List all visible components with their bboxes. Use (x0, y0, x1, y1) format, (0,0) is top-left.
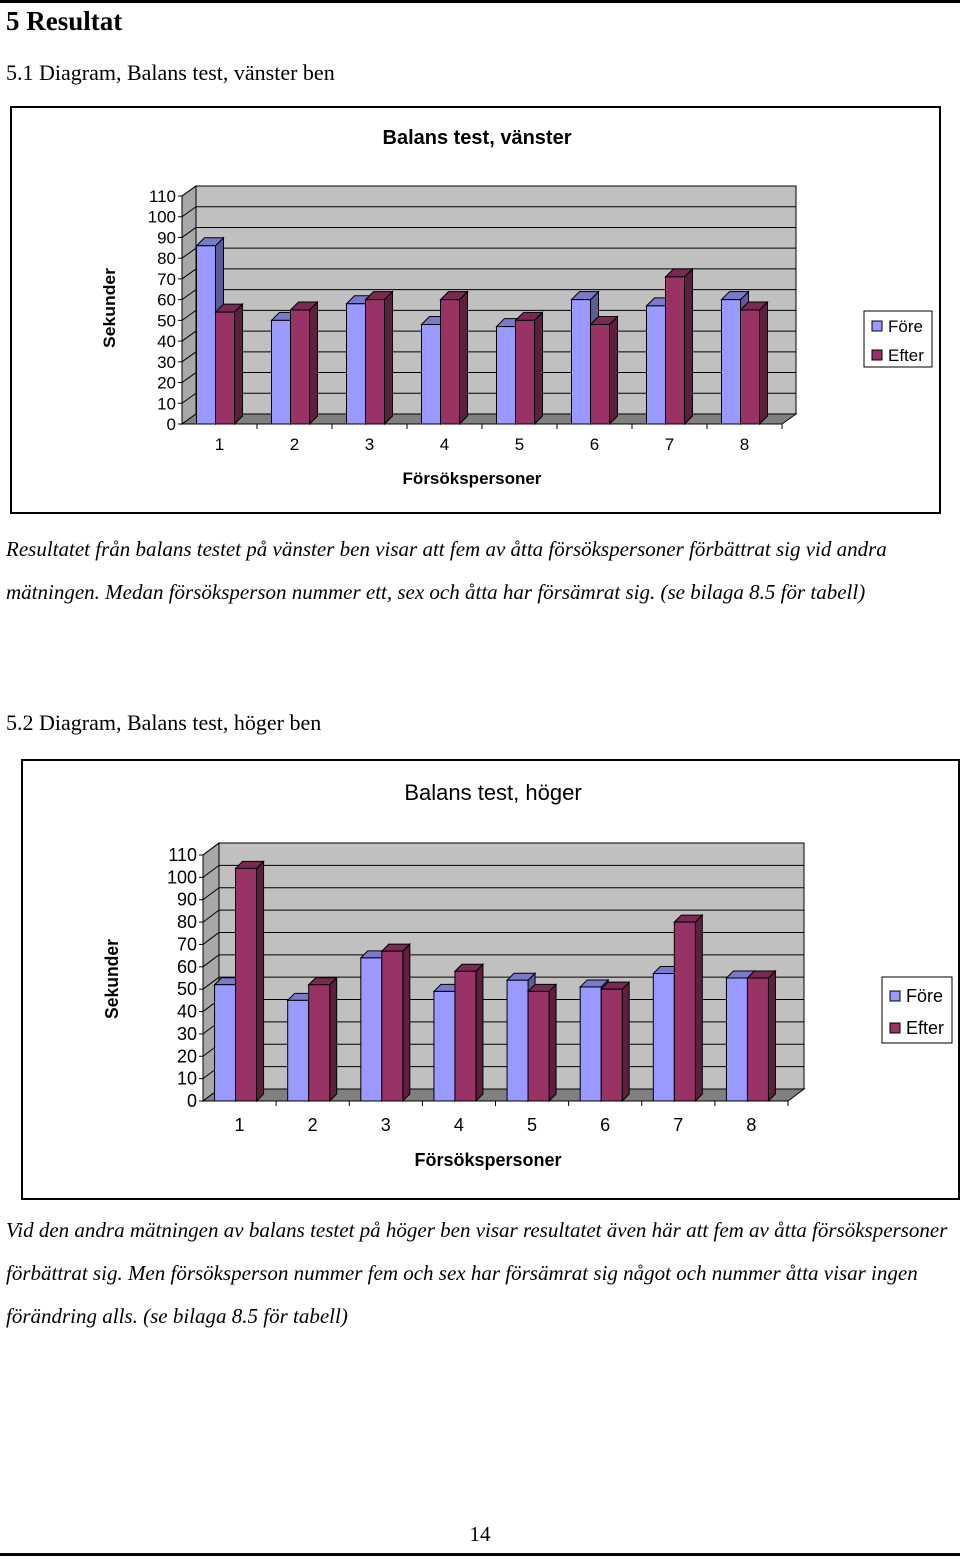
page-number: 14 (469, 1522, 491, 1546)
chart-bar-front (572, 300, 591, 424)
chart-bar-front (236, 868, 257, 1101)
chart-bar-front (747, 978, 768, 1101)
chart-y-tick-label: 10 (157, 394, 176, 414)
chart-y-tick-label: 60 (157, 290, 176, 310)
chart-x-tick-label: 1 (214, 435, 225, 454)
chart-bar-front (528, 991, 549, 1101)
chart-bar-front (215, 985, 236, 1101)
chart-bar-side (460, 292, 468, 424)
chart-bar-front (366, 300, 385, 424)
chart-bar-front (361, 958, 382, 1101)
chart-legend-swatch-före (872, 321, 882, 331)
chart-bar-front (309, 985, 330, 1101)
chart-x-tick-label: 3 (364, 435, 375, 454)
chart-x-tick-label: 6 (600, 1115, 611, 1135)
chart-y-tick-label: 110 (168, 845, 197, 865)
chart-bar-front (741, 310, 760, 424)
chart-side-wall (182, 186, 196, 424)
chart-bar-side (235, 304, 243, 424)
bottom-rule (0, 1553, 960, 1556)
chart-x-tick-label: 5 (514, 435, 525, 454)
chart-legend (882, 977, 952, 1043)
chart-bar-front (422, 325, 441, 424)
chart-bar-efter-8 (747, 971, 775, 1101)
chart-y-tick-label: 90 (157, 228, 176, 248)
chart-bar-front (291, 310, 310, 424)
chart-bar-efter-4 (455, 964, 483, 1101)
chart-x-tick-label: 4 (439, 435, 450, 454)
chart-bar-front (288, 1000, 309, 1101)
chart-bar-efter-8 (741, 302, 768, 424)
chart-y-tick-label: 90 (176, 889, 197, 910)
chart-bar-front (653, 974, 674, 1101)
chart-y-tick-label: 100 (166, 867, 197, 888)
chart-y-tick-label: 20 (157, 373, 176, 393)
chart-bar-side (610, 317, 618, 424)
chart-x-axis-label: Försökspersoner (414, 1150, 562, 1170)
chart-legend-swatch-före (890, 991, 900, 1001)
chart-bar-front (516, 320, 535, 424)
chart-bar-front (647, 306, 666, 424)
section-heading: 5 Resultat (6, 6, 123, 36)
chart-y-tick-label: 110 (148, 187, 176, 206)
chart-bar-front (497, 327, 516, 424)
chart-bar-front (674, 922, 695, 1101)
chart-x-tick-label: 6 (589, 435, 600, 454)
chart-bar-side (535, 312, 543, 424)
chart-y-tick-label: 50 (157, 311, 176, 331)
chart-y-tick-label: 70 (157, 269, 176, 289)
chart-y-tick-label: 80 (176, 912, 197, 933)
chart-bar-efter-7 (674, 915, 702, 1101)
chart-bar-side (476, 964, 483, 1101)
chart-bar-side (330, 978, 337, 1101)
chart-legend-label-efter: Efter (906, 1018, 945, 1038)
chart-x-tick-label: 8 (739, 435, 750, 454)
chart-y-tick-label: 10 (176, 1068, 197, 1089)
paragraph-right: Vid den andra mätningen av balans testet på höger ben visar resultatet även här att fem av åtta försökspersoner förbättrat sig. Men försöksperson nummer fem och sex har försämrat sig något och nummer åtta visar ingen förändring alls. (se bilaga 8.5 för tabell) (6, 1218, 948, 1328)
chart-legend-swatch-efter (890, 1023, 900, 1033)
chart-bar-efter-1 (216, 304, 243, 424)
chart-y-tick-label: 30 (157, 352, 176, 372)
chart-y-tick-label: 50 (176, 979, 197, 1000)
chart-bar-front (216, 312, 235, 424)
chart-bar-front (455, 971, 476, 1101)
chart-y-tick-label: 70 (176, 934, 197, 955)
chart-legend-label-före: Före (888, 317, 923, 336)
chart-bar-efter-6 (591, 317, 618, 424)
chart-bar-efter-2 (291, 302, 318, 424)
subheading-right: 5.2 Diagram, Balans test, höger ben (6, 710, 322, 735)
chart-y-tick-label: 40 (157, 332, 176, 352)
chart-left-frame (10, 106, 941, 514)
chart-y-axis-label: Sekunder (102, 936, 122, 1019)
chart-bar-front (580, 987, 601, 1101)
chart-y-tick-label: 100 (147, 207, 176, 227)
chart-x-tick-label: 8 (746, 1115, 757, 1135)
chart-y-tick-label: 0 (186, 1091, 197, 1111)
chart-bar-front (382, 951, 403, 1101)
chart-x-tick-label: 7 (664, 435, 675, 454)
chart-bar-side (685, 269, 693, 424)
chart-bar-efter-4 (441, 292, 468, 424)
chart-y-axis-label: Sekunder (100, 270, 119, 348)
chart-bar-front (197, 246, 216, 424)
chart-bar-front (591, 325, 610, 424)
chart-right-frame (21, 759, 960, 1200)
paragraph-left: Resultatet från balans testet på vänster ben visar att fem av åtta försökspersoner förbättrat sig vid andra mätningen. Medan försöksperson nummer ett, sex och åtta har försämrat sig. (se bilaga 8.5 för tabell) (6, 537, 887, 604)
chart-x-tick-label: 2 (307, 1115, 318, 1135)
chart-bar-front (434, 991, 455, 1101)
chart-y-tick-label: 40 (176, 1001, 197, 1022)
chart-legend (864, 311, 932, 367)
chart-bar-side (622, 982, 629, 1101)
chart-bar-front (722, 300, 741, 424)
chart-x-axis-label: Försökspersoner (402, 469, 542, 488)
chart-title: Balans test, vänster (382, 127, 572, 149)
chart-bar-side (768, 971, 775, 1101)
chart-y-tick-label: 30 (176, 1023, 197, 1044)
chart-legend-label-efter: Efter (888, 346, 924, 365)
chart-bar-efter-5 (516, 312, 543, 424)
chart-y-tick-label: 0 (166, 415, 176, 434)
chart-bar-side (403, 944, 410, 1101)
chart-x-tick-label: 4 (453, 1115, 464, 1135)
chart-bar-efter-3 (382, 944, 410, 1101)
chart-x-tick-label: 1 (234, 1115, 245, 1135)
chart-bar-side (257, 861, 264, 1101)
chart-bar-efter-3 (366, 292, 393, 424)
chart-bar-front (272, 320, 291, 424)
chart-bar-side (695, 915, 702, 1101)
chart-bar-front (347, 304, 366, 424)
chart-y-tick-label: 60 (176, 956, 197, 977)
chart-bar-front (726, 978, 747, 1101)
chart-legend-label-före: Före (906, 986, 944, 1006)
chart-bar-efter-2 (309, 978, 337, 1101)
chart-bar-efter-5 (528, 984, 556, 1101)
chart-title: Balans test, höger (404, 780, 582, 805)
chart-x-tick-label: 3 (380, 1115, 391, 1135)
chart-bar-front (666, 277, 685, 424)
chart-y-tick-label: 20 (176, 1046, 197, 1067)
chart-bar-efter-1 (236, 861, 264, 1101)
chart-x-tick-label: 5 (527, 1115, 538, 1135)
chart-bar-side (310, 302, 318, 424)
chart-legend-swatch-efter (872, 350, 882, 360)
top-rule (0, 0, 960, 3)
chart-bar-side (549, 984, 556, 1101)
subheading-left: 5.1 Diagram, Balans test, vänster ben (6, 60, 335, 85)
chart-bar-front (601, 989, 622, 1101)
chart-bar-efter-7 (666, 269, 693, 424)
chart-bar-front (507, 980, 528, 1101)
chart-bar-side (385, 292, 393, 424)
chart-left (12, 108, 939, 512)
chart-bar-front (441, 300, 460, 424)
chart-y-tick-label: 80 (157, 249, 176, 269)
chart-bar-efter-6 (601, 982, 629, 1101)
chart-right (23, 761, 958, 1198)
chart-x-tick-label: 7 (673, 1115, 684, 1135)
chart-x-tick-label: 2 (289, 435, 300, 454)
chart-bar-side (760, 302, 768, 424)
